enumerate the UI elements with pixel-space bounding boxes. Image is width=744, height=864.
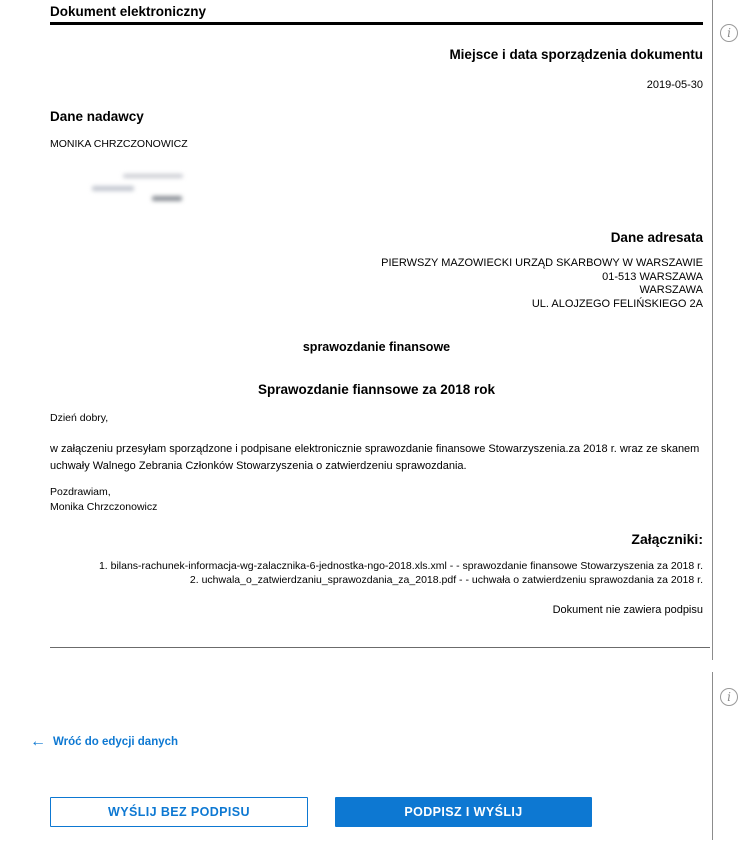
signature-name: Monika Chrzczonowicz: [50, 501, 158, 513]
info-icon-glyph: i: [727, 26, 731, 40]
redacted-sender-address-line: [152, 196, 182, 201]
addressee-line: WARSZAWA: [639, 284, 703, 296]
closing-text: Pozdrawiam,: [50, 486, 111, 498]
info-icon-glyph: i: [727, 690, 731, 704]
greeting-text: Dzień dobry,: [50, 412, 109, 424]
addressee-line: PIERWSZY MAZOWIECKI URZĄD SKARBOWY W WARSZAWIE: [381, 257, 703, 269]
addressee-address: [50, 257, 703, 311]
title-rule: [50, 22, 703, 25]
addressee-line: UL. ALOJZEGO FELIŃSKIEGO 2A: [531, 297, 703, 310]
redacted-sender-address-line: [123, 174, 183, 178]
attachments-list: [50, 559, 703, 587]
document-subject: sprawozdanie finansowe: [302, 340, 451, 354]
sender-name: MONIKA CHRZCZONOWICZ: [50, 138, 188, 150]
actions-panel: [0, 672, 713, 840]
redacted-sender-address-line: [92, 186, 134, 191]
attachment-item: 1. bilans-rachunek-informacja-wg-zalacznika-6-jednostka-ngo-2018.xls.xml - - sprawozdanie finansowe Stowarzyszenia za 2018 r.: [98, 560, 703, 572]
sender-heading: Dane nadawcy: [50, 109, 144, 124]
section-divider: [50, 647, 710, 648]
attachment-item: 2. uchwala_o_zatwierdzaniu_sprawozdania_za_2018.pdf - - uchwała o zatwierdzeniu sprawozdania za 2018 r.: [189, 574, 703, 586]
info-icon[interactable]: [720, 24, 738, 42]
back-to-edit-link[interactable]: [30, 735, 178, 749]
document-date: 2019-05-30: [646, 79, 703, 91]
info-icon[interactable]: [720, 688, 738, 706]
send-without-signature-button[interactable]: WYŚLIJ BEZ PODPISU: [50, 797, 308, 827]
sign-and-send-button[interactable]: PODPISZ I WYŚLIJ: [335, 797, 592, 827]
back-arrow-icon: ←: [30, 733, 46, 750]
document-title: Dokument elektroniczny: [50, 4, 207, 19]
document-subtitle: Sprawozdanie fiannsowe za 2018 rok: [257, 382, 496, 397]
message-body: w załączeniu przesyłam sporządzone i podpisane elektronicznie sprawozdanie finansowe Stowarzyszenia.za 2018 r. wraz ze skanem uchwały Walnego Zebrania Członków Stowarzyszenia o zatwierdzeniu sprawozdania.: [50, 443, 700, 472]
no-signature-note: Dokument nie zawiera podpisu: [552, 604, 703, 616]
addressee-line: 01-513 WARSZAWA: [602, 270, 703, 283]
back-link-label: Wróć do edycji danych: [53, 736, 179, 748]
addressee-heading: Dane adresata: [610, 230, 703, 245]
place-date-label: Miejsce i data sporządzenia dokumentu: [449, 47, 703, 62]
attachments-heading: Załączniki:: [631, 531, 703, 547]
